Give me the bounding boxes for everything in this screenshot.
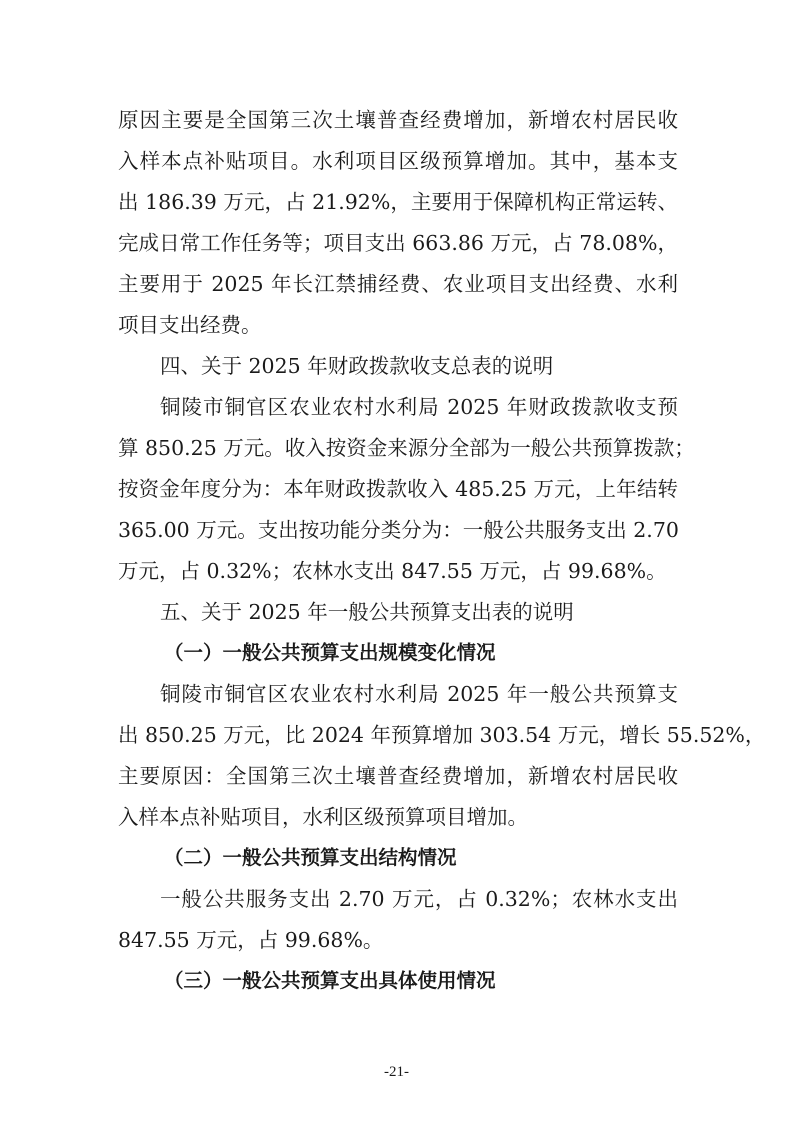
section-heading: 五、关于 2025 年一般公共预算支出表的说明 bbox=[160, 600, 574, 624]
paragraph-line: 847.55 万元，占 99.68%。 bbox=[118, 928, 384, 952]
paragraph-line: 原因主要是全国第三次土壤普查经费增加，新增农村居民收 bbox=[118, 108, 678, 132]
paragraph-line: 入样本点补贴项目，水利区级预算项目增加。 bbox=[118, 805, 528, 829]
paragraph-line: 入样本点补贴项目。水利项目区级预算增加。其中，基本支 bbox=[118, 149, 678, 173]
paragraph-line: 出 850.25 万元，比 2024 年预算增加 303.54 万元，增长 55.52%， bbox=[118, 723, 766, 747]
paragraph-line: 万元，占 0.32%；农林水支出 847.55 万元，占 99.68%。 bbox=[118, 559, 667, 583]
subsection-heading: （二）一般公共预算支出结构情况 bbox=[164, 846, 457, 869]
subsection-heading: （一）一般公共预算支出规模变化情况 bbox=[164, 641, 496, 664]
paragraph-line: 铜陵市铜官区农业农村水利局 2025 年财政拨款收支预 bbox=[160, 395, 678, 419]
section-heading: 四、关于 2025 年财政拨款收支总表的说明 bbox=[160, 354, 554, 378]
paragraph-line: 365.00 万元。支出按功能分类分为：一般公共服务支出 2.70 bbox=[118, 518, 679, 542]
paragraph-line: 项目支出经费。 bbox=[118, 313, 262, 337]
page-number: -21- bbox=[384, 1064, 409, 1080]
paragraph-line: 算 850.25 万元。收入按资金来源分全部为一般公共预算拨款； bbox=[118, 436, 695, 460]
paragraph-line: 完成日常工作任务等；项目支出 663.86 万元，占 78.08%， bbox=[118, 231, 678, 255]
paragraph-line: 主要原因：全国第三次土壤普查经费增加，新增农村居民收 bbox=[118, 764, 678, 788]
paragraph-line: 按资金年度分为：本年财政拨款收入 485.25 万元，上年结转 bbox=[118, 477, 678, 501]
paragraph-line: 一般公共服务支出 2.70 万元，占 0.32%；农林水支出 bbox=[160, 887, 678, 911]
paragraph-line: 铜陵市铜官区农业农村水利局 2025 年一般公共预算支 bbox=[160, 682, 678, 706]
paragraph-line: 出 186.39 万元，占 21.92%，主要用于保障机构正常运转、 bbox=[118, 190, 678, 214]
paragraph-line: 主要用于 2025 年长江禁捕经费、农业项目支出经费、水利 bbox=[118, 272, 678, 296]
subsection-heading: （三）一般公共预算支出具体使用情况 bbox=[164, 969, 496, 992]
